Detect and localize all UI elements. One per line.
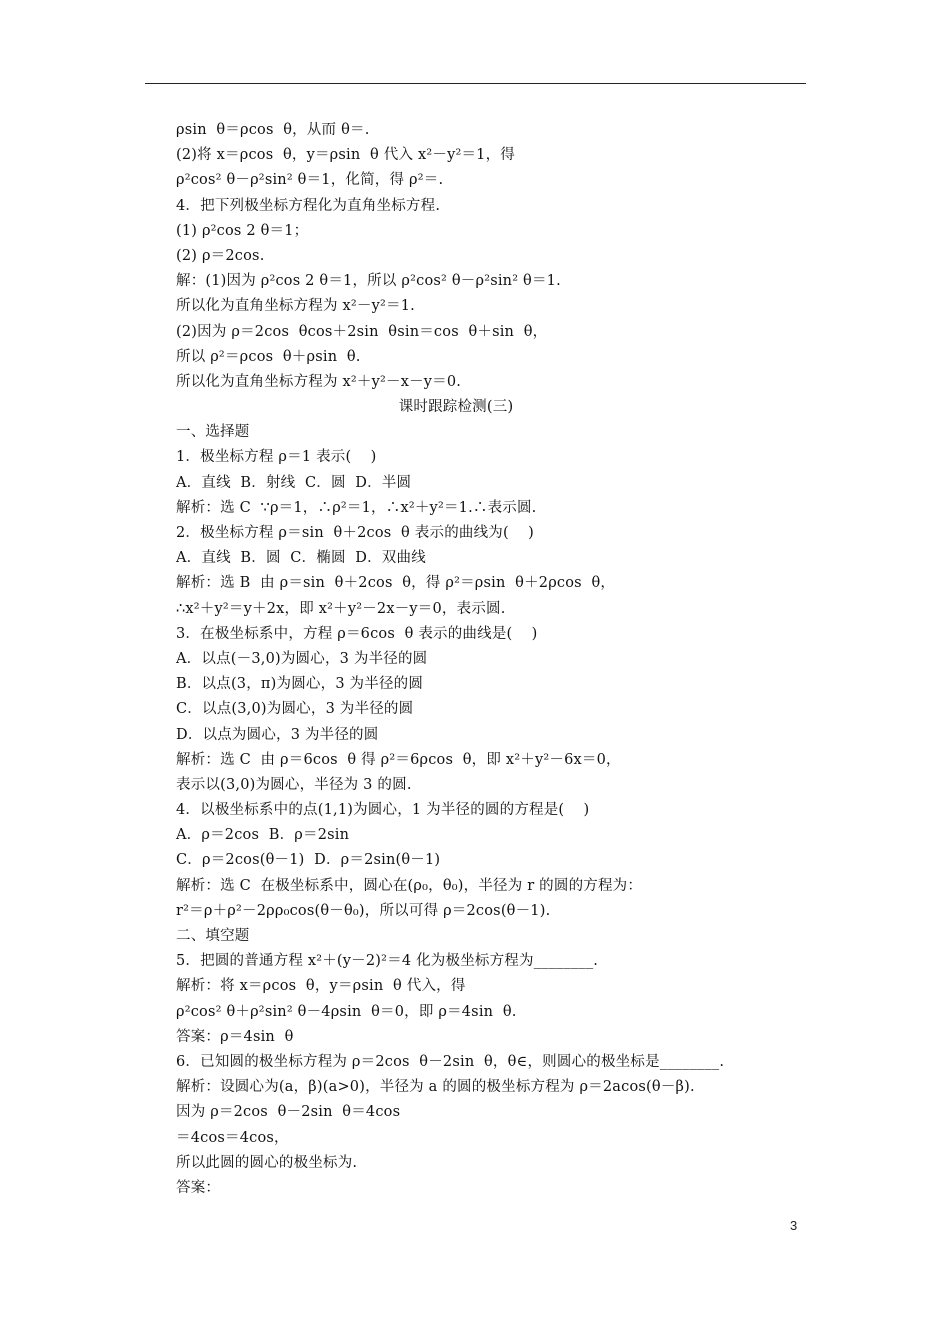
text-line: (2)因为 ρ＝2cos θcos＋2sin θsin＝cos θ＋sin θ， — [176, 323, 548, 340]
question-line: 1．极坐标方程 ρ＝1 表示( ) — [176, 449, 377, 466]
text-line: 所以 ρ²＝ρcos θ＋ρsin θ. — [176, 348, 361, 365]
text-line: ρ²cos² θ－ρ²sin² θ＝1，化简，得 ρ²＝. — [176, 172, 444, 189]
solution-line: 解析：选 C 在极坐标系中，圆心在(ρ₀，θ₀)，半径为 r 的圆的方程为： — [176, 877, 643, 894]
section-heading: 一、选择题 — [176, 424, 250, 441]
answer-line: 答案：ρ＝4sin θ — [176, 1028, 294, 1045]
text-line: ρ²cos² θ＋ρ²sin² θ－4ρsin θ＝0，即 ρ＝4sin θ. — [176, 1003, 517, 1020]
question-line: 6．已知圆的极坐标方程为 ρ＝2cos θ－2sin θ，θ∈，则圆心的极坐标是________. — [176, 1053, 725, 1070]
solution-line: 解析：选 C ∵ρ＝1，∴ρ²＝1，∴x²＋y²＝1.∴表示圆. — [176, 499, 537, 516]
question-line: 3．在极坐标系中，方程 ρ＝6cos θ 表示的曲线是( ) — [176, 625, 538, 642]
option-line: D．以点为圆心，3 为半径的圆 — [176, 726, 379, 743]
text-line: 表示以(3,0)为圆心，半径为 3 的圆. — [176, 776, 412, 793]
option-line: B．以点(3，π)为圆心，3 为半径的圆 — [176, 676, 424, 693]
solution-line: 解析：将 x＝ρcos θ，y＝ρsin θ 代入，得 — [176, 978, 466, 995]
option-line: C．以点(3,0)为圆心，3 为半径的圆 — [176, 701, 414, 718]
section-heading: 二、填空题 — [176, 928, 250, 944]
text-line: ρsin θ＝ρcos θ，从而 θ＝. — [176, 122, 370, 138]
section-title: 课时跟踪检测(三) — [398, 399, 514, 416]
document-body — [176, 118, 816, 1201]
text-line: (1) ρ²cos 2 θ＝1； — [176, 222, 309, 239]
options-line: A．直线 B．射线 C．圆 D．半圆 — [176, 474, 412, 491]
question-line: 4．以极坐标系中的点(1,1)为圆心，1 为半径的圆的方程是( ) — [176, 802, 590, 819]
question-heading: 4．把下列极坐标方程化为直角坐标方程. — [176, 197, 441, 214]
options-line: C．ρ＝2cos(θ－1) D．ρ＝2sin(θ－1) — [176, 852, 441, 869]
text-line: 所以化为直角坐标方程为 x²－y²＝1. — [176, 298, 415, 315]
option-line: A．以点(－3,0)为圆心，3 为半径的圆 — [176, 650, 428, 667]
options-line: A．直线 B．圆 C．椭圆 D．双曲线 — [176, 550, 426, 567]
solution-line: 解析：设圆心为(a，β)(a>0)，半径为 a 的圆的极坐标方程为 ρ＝2acos(θ－β). — [176, 1079, 695, 1096]
solution-line: 解：(1)因为 ρ²cos 2 θ＝1，所以 ρ²cos² θ－ρ²sin² θ＝1. — [176, 273, 561, 290]
text-line: r²＝ρ＋ρ²－2ρρ₀cos(θ－θ₀)，所以可得 ρ＝2cos(θ－1). — [176, 902, 551, 919]
text-line: ∴x²＋y²＝y＋2x，即 x²＋y²－2x－y＝0，表示圆. — [176, 600, 506, 617]
text-line: 所以化为直角坐标方程为 x²＋y²－x－y＝0. — [176, 373, 462, 390]
text-line: (2) ρ＝2cos. — [176, 247, 265, 264]
text-line: (2)将 x＝ρcos θ，y＝ρsin θ 代入 x²－y²＝1，得 — [176, 147, 516, 164]
solution-line: 解析：选 C 由 ρ＝6cos θ 得 ρ²＝6ρcos θ，即 x²＋y²－6x＝0， — [176, 751, 621, 768]
header-rule — [145, 83, 806, 84]
text-line: 因为 ρ＝2cos θ－2sin θ＝4cos — [176, 1104, 401, 1121]
page-number: 3 — [790, 1218, 798, 1233]
question-line: 2．极坐标方程 ρ＝sin θ＋2cos θ 表示的曲线为( ) — [176, 525, 534, 541]
options-line: A．ρ＝2cos B．ρ＝2sin — [176, 827, 350, 844]
question-line: 5．把圆的普通方程 x²＋(y－2)²＝4 化为极坐标方程为________. — [176, 953, 599, 970]
text-line: 所以此圆的圆心的极坐标为. — [176, 1154, 358, 1171]
solution-line: 解析：选 B 由 ρ＝sin θ＋2cos θ，得 ρ²＝ρsin θ＋2ρcos θ， — [176, 575, 616, 592]
answer-line: 答案： — [176, 1179, 221, 1196]
text-line: ＝4cos＝4cos， — [176, 1129, 289, 1146]
